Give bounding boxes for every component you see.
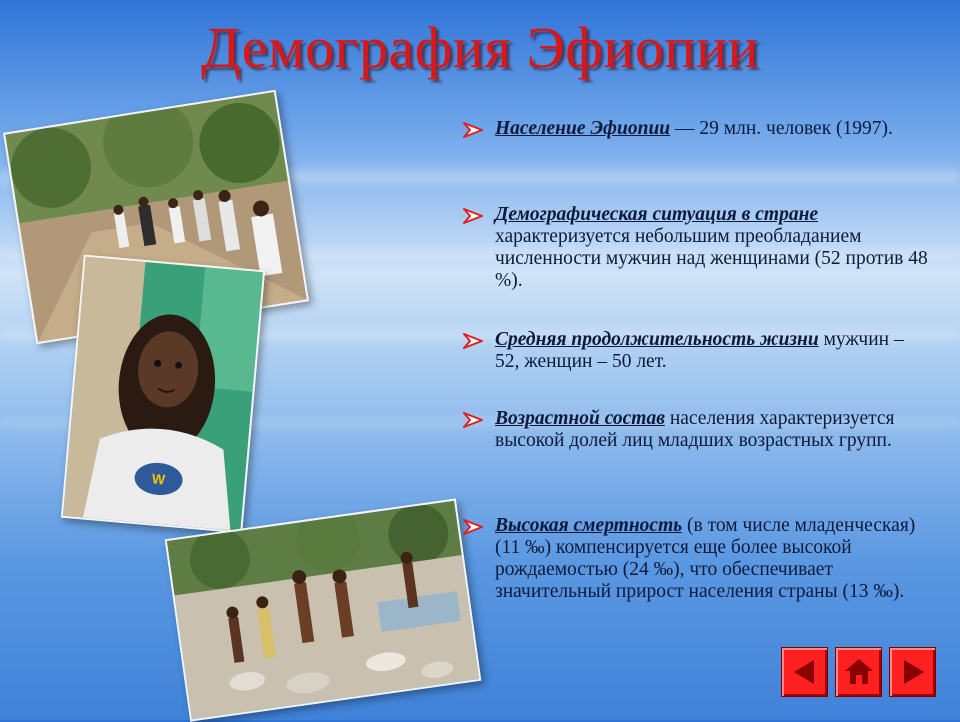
bullet-term: Население Эфиопии [495,118,671,139]
right-triangle-icon [898,657,928,687]
home-icon [844,657,874,687]
photo-river-children [165,498,482,721]
left-triangle-icon [790,657,820,687]
bullet-text: — 29 млн. человек (1997). [670,118,893,139]
bullet-term: Средняя продолжительность жизни [495,329,819,350]
arrow-bullet-icon [462,207,484,225]
svg-text:W: W [151,470,166,488]
arrow-bullet-icon [462,121,484,139]
bullet-item [462,204,932,292]
bullet-term: Демографическая ситуация в стране [495,204,819,225]
arrow-bullet-icon [462,518,484,536]
photo-girl-portrait [61,255,265,534]
bullet-text: характеризуется небольшим преобладанием численности мужчин над женщинами (52 против 48 %). [495,226,928,291]
bullet-text: мужчин – 52, женщин – 50 лет. [495,329,904,372]
bullet-item [462,329,932,373]
bullet-text: (в том числе младенческая) (11 ‰) компенсируется еще более высокой рождаемостью (24 ‰), что обеспечивает значительный прирост населения страны (13 ‰). [495,515,916,602]
bullet-text: населения характеризуется высокой долей лиц младших возрастных групп. [495,408,895,451]
bullet-item [462,408,932,452]
slide-navigation [781,647,936,697]
previous-slide-button[interactable] [781,647,828,697]
arrow-bullet-icon [462,332,484,350]
arrow-bullet-icon [462,411,484,429]
next-slide-button[interactable] [889,647,936,697]
home-button[interactable] [835,647,882,697]
bullet-item [462,515,932,603]
slide-title: Демография Эфиопии [200,15,760,80]
bullet-item [462,118,893,140]
bullet-term: Возрастной состав [495,408,665,429]
bullet-term: Высокая смертность [495,515,683,536]
